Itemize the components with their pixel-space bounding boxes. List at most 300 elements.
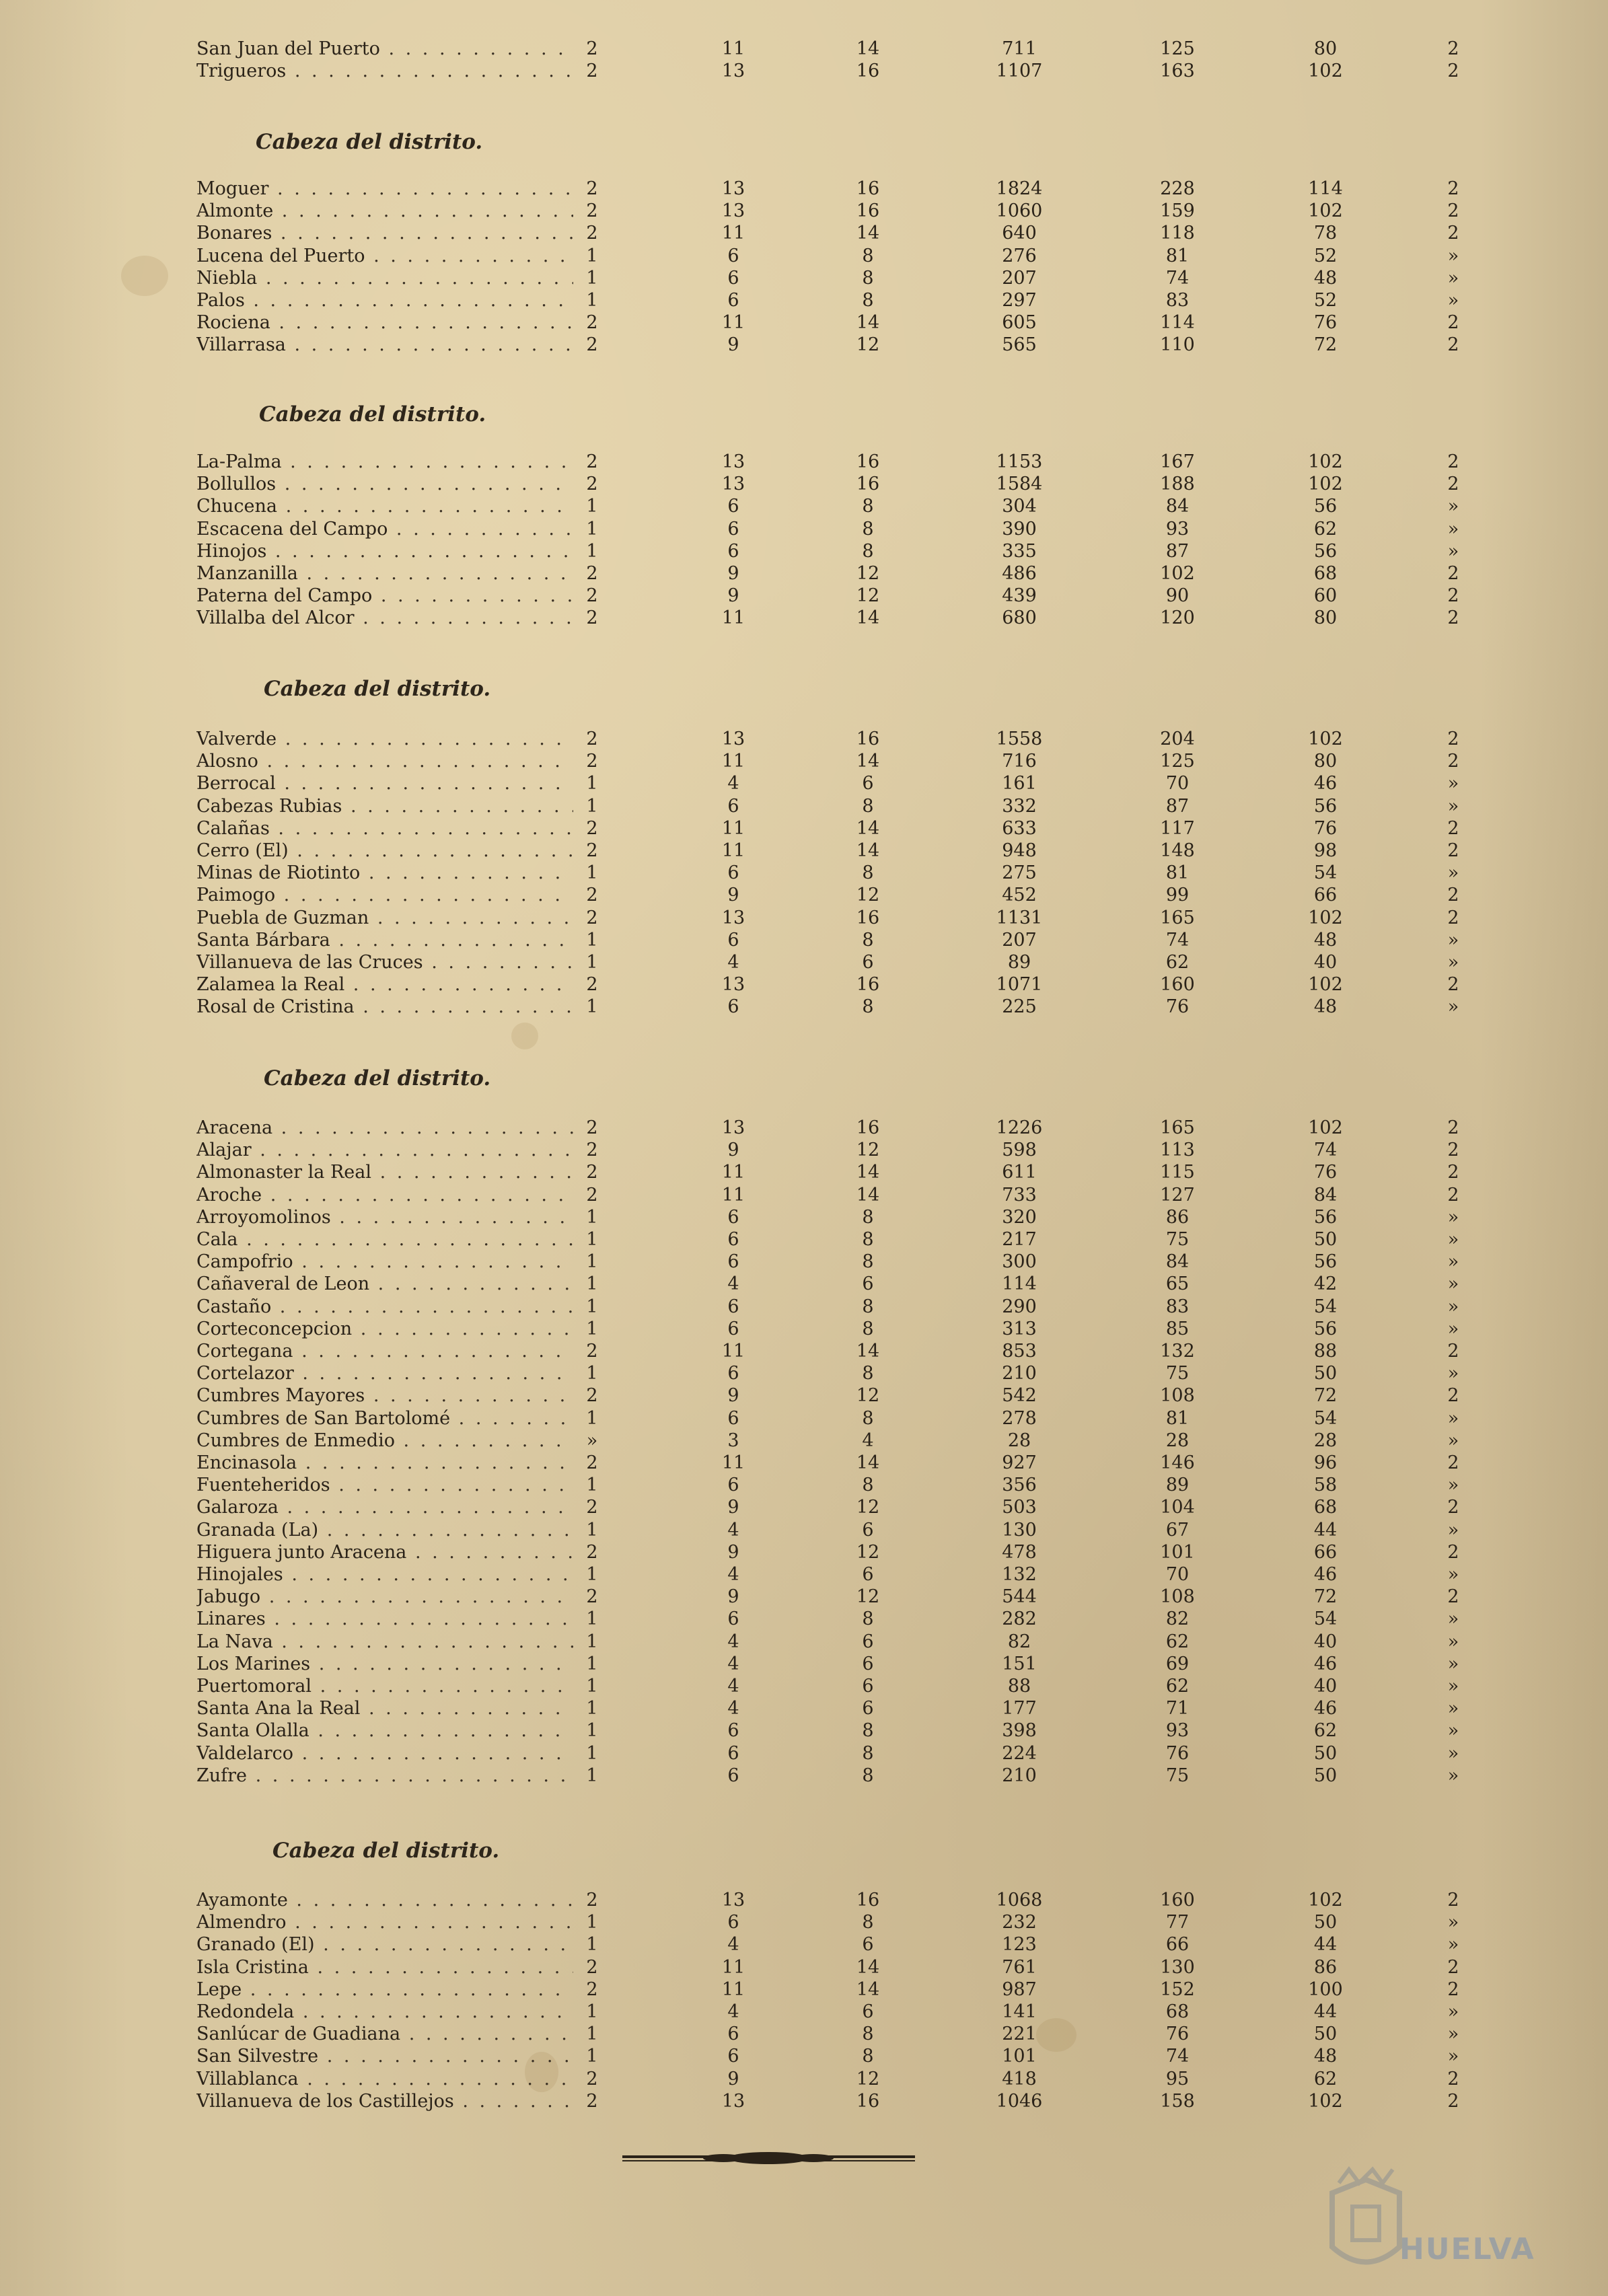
col-2-value: 4 xyxy=(727,952,739,973)
col-4-value: 141 xyxy=(1002,2001,1037,2022)
town-name: Los Marines . . . xyxy=(196,1653,573,1675)
town-name: Rociena . . . xyxy=(196,311,573,334)
town-name: Valdelarco . . . xyxy=(196,1742,573,1765)
district-heading: Cabeza del distrito. xyxy=(259,402,486,427)
col-3-value: 6 xyxy=(862,1698,874,1719)
col-2-value: 11 xyxy=(721,223,745,244)
col-4-value: 1153 xyxy=(996,451,1043,472)
col-5-value: 68 xyxy=(1165,2001,1190,2022)
col-3-value: 8 xyxy=(862,518,874,540)
col-4-value: 1068 xyxy=(996,1890,1043,1911)
col-5-value: 81 xyxy=(1165,862,1190,884)
col-5-value: 163 xyxy=(1160,61,1195,82)
col-7-value: 2 xyxy=(1447,751,1459,772)
col-3-value: 6 xyxy=(862,1273,874,1295)
col-6-value: 48 xyxy=(1313,2046,1338,2067)
col-2-value: 6 xyxy=(727,1251,739,1273)
col-4-value: 161 xyxy=(1002,773,1037,794)
paper-stain xyxy=(511,1023,538,1049)
table-row xyxy=(0,1675,1608,1697)
town-name: Almonte . . . xyxy=(196,200,573,222)
col-3-value: 16 xyxy=(856,1117,880,1138)
col-6-value: 76 xyxy=(1313,1162,1338,1183)
table-row xyxy=(0,495,1608,517)
col-4-value: 711 xyxy=(1002,38,1037,59)
col-2-value: 6 xyxy=(727,2046,739,2067)
table-row xyxy=(0,1653,1608,1675)
col-3-value: 8 xyxy=(862,1407,874,1429)
town-name: Bonares . . . xyxy=(196,222,573,244)
col-7-value: » xyxy=(1447,952,1459,973)
col-4-value: 114 xyxy=(1002,1273,1037,1295)
col-4-value: 335 xyxy=(1002,540,1037,562)
col-6-value: 72 xyxy=(1313,1385,1338,1407)
col-5-value: 62 xyxy=(1165,952,1190,973)
col-1-value: 2 xyxy=(586,61,598,82)
col-4-value: 478 xyxy=(1002,1541,1037,1563)
col-1-value: 1 xyxy=(586,290,598,311)
col-5-value: 67 xyxy=(1165,1519,1190,1541)
col-6-value: 80 xyxy=(1313,607,1338,629)
col-3-value: 8 xyxy=(862,1720,874,1742)
col-2-value: 4 xyxy=(727,1519,739,1541)
col-4-value: 1046 xyxy=(996,2090,1043,2112)
col-7-value: 2 xyxy=(1447,38,1459,59)
col-2-value: 11 xyxy=(721,840,745,861)
col-5-value: 62 xyxy=(1165,1631,1190,1652)
col-6-value: 40 xyxy=(1313,1676,1338,1697)
col-3-value: 4 xyxy=(862,1430,874,1451)
table-row xyxy=(0,907,1608,929)
col-1-value: 1 xyxy=(586,952,598,973)
col-6-value: 44 xyxy=(1313,1519,1338,1541)
col-6-value: 62 xyxy=(1313,1720,1338,1742)
col-5-value: 71 xyxy=(1165,1698,1190,1719)
col-4-value: 1071 xyxy=(996,974,1043,996)
col-5-value: 81 xyxy=(1165,1407,1190,1429)
col-1-value: 2 xyxy=(586,312,598,334)
table-row xyxy=(0,1933,1608,1956)
table-row xyxy=(0,2068,1608,2090)
town-name: Almendro . . . xyxy=(196,1911,573,1933)
col-4-value: 503 xyxy=(1002,1497,1037,1518)
col-5-value: 99 xyxy=(1165,885,1190,906)
col-3-value: 12 xyxy=(856,1140,880,1161)
col-2-value: 4 xyxy=(727,1676,739,1697)
col-4-value: 948 xyxy=(1002,840,1037,861)
col-1-value: 1 xyxy=(586,1296,598,1317)
col-1-value: 2 xyxy=(586,451,598,472)
col-7-value: 2 xyxy=(1447,1452,1459,1473)
col-2-value: 6 xyxy=(727,245,739,266)
town-name: Santa Bárbara . . . xyxy=(196,929,573,951)
col-5-value: 104 xyxy=(1160,1497,1195,1518)
col-6-value: 102 xyxy=(1308,1117,1343,1138)
col-7-value: 2 xyxy=(1447,1341,1459,1362)
col-1-value: 1 xyxy=(586,1318,598,1339)
col-3-value: 16 xyxy=(856,451,880,472)
col-7-value: » xyxy=(1447,2001,1459,2022)
table-row xyxy=(0,1889,1608,1911)
col-3-value: 6 xyxy=(862,773,874,794)
table-row xyxy=(0,200,1608,222)
town-name: La Nava . . . xyxy=(196,1631,573,1653)
col-1-value: 1 xyxy=(586,1608,598,1630)
table-row xyxy=(0,2001,1608,2023)
col-4-value: 290 xyxy=(1002,1296,1037,1317)
col-7-value: » xyxy=(1447,496,1459,517)
col-3-value: 8 xyxy=(862,290,874,311)
col-2-value: 9 xyxy=(727,585,739,607)
town-name: Corteconcepcion . . . xyxy=(196,1318,573,1340)
col-7-value: » xyxy=(1447,1676,1459,1697)
col-4-value: 565 xyxy=(1002,334,1037,356)
col-1-value: 1 xyxy=(586,496,598,517)
col-1-value: 2 xyxy=(586,1890,598,1911)
town-name: Arroyomolinos . . . xyxy=(196,1206,573,1228)
col-6-value: 28 xyxy=(1313,1430,1338,1451)
col-1-value: 1 xyxy=(586,540,598,562)
table-row xyxy=(0,38,1608,60)
col-6-value: 56 xyxy=(1313,496,1338,517)
col-7-value: 2 xyxy=(1447,585,1459,607)
col-7-value: » xyxy=(1447,1720,1459,1742)
col-1-value: 1 xyxy=(586,1564,598,1585)
col-2-value: 13 xyxy=(721,61,745,82)
col-4-value: 304 xyxy=(1002,496,1037,517)
table-row xyxy=(0,1586,1608,1608)
col-3-value: 8 xyxy=(862,1363,874,1384)
table-row xyxy=(0,267,1608,289)
col-6-value: 98 xyxy=(1313,840,1338,861)
col-3-value: 12 xyxy=(856,585,880,607)
col-2-value: 9 xyxy=(727,1586,739,1608)
table-row xyxy=(0,1719,1608,1742)
col-7-value: » xyxy=(1447,1912,1459,1933)
table-row xyxy=(0,1161,1608,1183)
town-name: Sanlúcar de Guadiana . . . xyxy=(196,2023,573,2045)
col-4-value: 418 xyxy=(1002,2068,1037,2089)
col-5-value: 85 xyxy=(1165,1318,1190,1339)
table-row xyxy=(0,1911,1608,1933)
col-3-value: 14 xyxy=(856,607,880,629)
col-5-value: 102 xyxy=(1160,563,1195,584)
col-5-value: 113 xyxy=(1160,1140,1195,1161)
town-name: Almonaster la Real . . . xyxy=(196,1161,573,1183)
table-row xyxy=(0,1956,1608,1978)
table-row xyxy=(0,996,1608,1018)
col-1-value: 2 xyxy=(586,974,598,996)
town-name: Niebla . . . xyxy=(196,267,573,289)
col-7-value: 2 xyxy=(1447,907,1459,928)
col-3-value: 14 xyxy=(856,817,880,839)
col-6-value: 44 xyxy=(1313,1934,1338,1956)
col-3-value: 8 xyxy=(862,540,874,562)
col-3-value: 6 xyxy=(862,1631,874,1652)
col-1-value: 1 xyxy=(586,773,598,794)
col-2-value: 6 xyxy=(727,1608,739,1630)
town-name: Bollullos . . . xyxy=(196,473,573,495)
col-7-value: » xyxy=(1447,1765,1459,1786)
table-row xyxy=(0,1978,1608,2001)
col-6-value: 50 xyxy=(1313,2024,1338,2045)
col-4-value: 207 xyxy=(1002,267,1037,289)
col-6-value: 88 xyxy=(1313,1341,1338,1362)
col-4-value: 1107 xyxy=(996,61,1043,82)
col-4-value: 356 xyxy=(1002,1475,1037,1496)
col-4-value: 680 xyxy=(1002,607,1037,629)
col-3-value: 12 xyxy=(856,2068,880,2089)
col-2-value: 11 xyxy=(721,1978,745,2000)
col-4-value: 605 xyxy=(1002,312,1037,334)
col-4-value: 210 xyxy=(1002,1765,1037,1786)
col-4-value: 82 xyxy=(1007,1631,1031,1652)
col-6-value: 68 xyxy=(1313,563,1338,584)
col-3-value: 8 xyxy=(862,2024,874,2045)
col-5-value: 148 xyxy=(1160,840,1195,861)
col-3-value: 14 xyxy=(856,38,880,59)
col-5-value: 127 xyxy=(1160,1184,1195,1206)
col-3-value: 8 xyxy=(862,1608,874,1630)
col-6-value: 96 xyxy=(1313,1452,1338,1473)
col-6-value: 50 xyxy=(1313,1229,1338,1250)
col-3-value: 16 xyxy=(856,907,880,928)
col-5-value: 120 xyxy=(1160,607,1195,629)
col-1-value: 2 xyxy=(586,885,598,906)
col-7-value: 2 xyxy=(1447,2090,1459,2112)
col-5-value: 159 xyxy=(1160,200,1195,222)
town-name: Alajar . . . xyxy=(196,1139,573,1161)
col-6-value: 56 xyxy=(1313,1318,1338,1339)
col-5-value: 75 xyxy=(1165,1229,1190,1250)
col-3-value: 14 xyxy=(856,1978,880,2000)
town-name: Aroche . . . xyxy=(196,1184,573,1206)
col-3-value: 8 xyxy=(862,496,874,517)
town-name: Jabugo . . . xyxy=(196,1586,573,1608)
col-6-value: 66 xyxy=(1313,1541,1338,1563)
col-1-value: 2 xyxy=(586,1341,598,1362)
col-5-value: 158 xyxy=(1160,2090,1195,2112)
col-5-value: 81 xyxy=(1165,245,1190,266)
col-5-value: 70 xyxy=(1165,773,1190,794)
col-1-value: 1 xyxy=(586,1206,598,1228)
col-6-value: 76 xyxy=(1313,312,1338,334)
col-4-value: 221 xyxy=(1002,2024,1037,2045)
col-5-value: 89 xyxy=(1165,1475,1190,1496)
col-5-value: 115 xyxy=(1160,1162,1195,1183)
col-2-value: 6 xyxy=(727,1318,739,1339)
col-1-value: 1 xyxy=(586,1765,598,1786)
col-6-value: 42 xyxy=(1313,1273,1338,1295)
col-6-value: 54 xyxy=(1313,1296,1338,1317)
col-4-value: 987 xyxy=(1002,1978,1037,2000)
col-1-value: 2 xyxy=(586,2090,598,2112)
col-7-value: » xyxy=(1447,1631,1459,1652)
col-2-value: 11 xyxy=(721,1341,745,1362)
col-1-value: 2 xyxy=(586,1117,598,1138)
col-1-value: 2 xyxy=(586,1541,598,1563)
col-7-value: 2 xyxy=(1447,817,1459,839)
col-4-value: 1558 xyxy=(996,729,1043,749)
col-5-value: 125 xyxy=(1160,751,1195,772)
col-3-value: 8 xyxy=(862,245,874,266)
col-2-value: 6 xyxy=(727,1206,739,1228)
table-row xyxy=(0,607,1608,629)
col-7-value: 2 xyxy=(1447,1117,1459,1138)
col-3-value: 14 xyxy=(856,312,880,334)
col-5-value: 86 xyxy=(1165,1206,1190,1228)
town-name: Granado (El) . . . xyxy=(196,1933,573,1956)
col-4-value: 101 xyxy=(1002,2046,1037,2067)
col-4-value: 88 xyxy=(1007,1676,1031,1697)
col-6-value: 50 xyxy=(1313,1912,1338,1933)
col-7-value: » xyxy=(1447,1653,1459,1674)
col-5-value: 188 xyxy=(1160,474,1195,495)
table-row xyxy=(0,1206,1608,1228)
col-5-value: 114 xyxy=(1160,312,1195,334)
col-6-value: 56 xyxy=(1313,795,1338,817)
col-7-value: » xyxy=(1447,862,1459,884)
town-name: Zalamea la Real . . . xyxy=(196,973,573,996)
col-6-value: 102 xyxy=(1308,2090,1343,2112)
col-2-value: 3 xyxy=(727,1430,739,1451)
col-7-value: » xyxy=(1447,773,1459,794)
col-3-value: 16 xyxy=(856,61,880,82)
col-2-value: 11 xyxy=(721,1956,745,1978)
col-1-value: 1 xyxy=(586,2024,598,2045)
col-1-value: 1 xyxy=(586,1407,598,1429)
town-name: Villarrasa . . . xyxy=(196,334,573,356)
col-3-value: 12 xyxy=(856,1385,880,1407)
col-3-value: 16 xyxy=(856,1890,880,1911)
col-2-value: 13 xyxy=(721,907,745,928)
table-row xyxy=(0,840,1608,862)
col-2-value: 4 xyxy=(727,1698,739,1719)
table-row xyxy=(0,1340,1608,1362)
town-name: Lucena del Puerto . . . xyxy=(196,245,573,267)
table-row xyxy=(0,585,1608,607)
col-2-value: 9 xyxy=(727,1541,739,1563)
col-5-value: 160 xyxy=(1160,974,1195,996)
col-2-value: 11 xyxy=(721,1184,745,1206)
col-4-value: 1584 xyxy=(996,474,1043,495)
col-3-value: 16 xyxy=(856,2090,880,2112)
table-row xyxy=(0,60,1608,82)
col-4-value: 225 xyxy=(1002,996,1037,1018)
col-5-value: 93 xyxy=(1165,1720,1190,1742)
town-name: Palos . . . xyxy=(196,289,573,311)
town-name: Calañas . . . xyxy=(196,817,573,840)
col-4-value: 611 xyxy=(1002,1162,1037,1183)
col-7-value: 2 xyxy=(1447,1385,1459,1407)
town-name: Hinojales . . . xyxy=(196,1563,573,1586)
col-1-value: 1 xyxy=(586,1273,598,1295)
table-row xyxy=(0,772,1608,794)
col-6-value: 58 xyxy=(1313,1475,1338,1496)
col-1-value: 2 xyxy=(586,840,598,861)
col-7-value: » xyxy=(1447,1519,1459,1541)
col-2-value: 6 xyxy=(727,1742,739,1764)
col-2-value: 6 xyxy=(727,290,739,311)
col-1-value: 1 xyxy=(586,862,598,884)
col-6-value: 56 xyxy=(1313,540,1338,562)
col-4-value: 151 xyxy=(1002,1653,1037,1674)
col-1-value: 1 xyxy=(586,1251,598,1273)
col-2-value: 6 xyxy=(727,795,739,817)
town-name: San Juan del Puerto . . . xyxy=(196,38,573,60)
col-3-value: 8 xyxy=(862,1229,874,1250)
col-2-value: 11 xyxy=(721,312,745,334)
col-3-value: 8 xyxy=(862,2046,874,2067)
col-2-value: 6 xyxy=(727,1407,739,1429)
col-3-value: 14 xyxy=(856,223,880,244)
col-6-value: 84 xyxy=(1313,1184,1338,1206)
col-7-value: 2 xyxy=(1447,451,1459,472)
col-4-value: 300 xyxy=(1002,1251,1037,1273)
col-7-value: 2 xyxy=(1447,312,1459,334)
col-5-value: 108 xyxy=(1160,1385,1195,1407)
col-4-value: 761 xyxy=(1002,1956,1037,1978)
col-3-value: 14 xyxy=(856,840,880,861)
col-4-value: 123 xyxy=(1002,1934,1037,1956)
table-row xyxy=(0,1362,1608,1384)
town-name: Fuenteheridos . . . xyxy=(196,1474,573,1496)
col-6-value: 102 xyxy=(1308,451,1343,472)
col-5-value: 130 xyxy=(1160,1956,1195,1978)
col-2-value: 11 xyxy=(721,1452,745,1473)
col-5-value: 28 xyxy=(1165,1430,1190,1451)
col-4-value: 398 xyxy=(1002,1720,1037,1742)
table-row xyxy=(0,289,1608,311)
col-1-value: 2 xyxy=(586,474,598,495)
town-name: Redondela . . . xyxy=(196,2001,573,2023)
col-1-value: 2 xyxy=(586,585,598,607)
col-4-value: 633 xyxy=(1002,817,1037,839)
col-7-value: » xyxy=(1447,1934,1459,1956)
table-row xyxy=(0,1608,1608,1630)
town-name: Villalba del Alcor . . . xyxy=(196,607,573,629)
table-row xyxy=(0,1519,1608,1541)
col-3-value: 6 xyxy=(862,1934,874,1956)
col-7-value: » xyxy=(1447,1407,1459,1429)
col-3-value: 12 xyxy=(856,1541,880,1563)
town-name: Moguer . . . xyxy=(196,178,573,200)
table-row xyxy=(0,862,1608,884)
col-7-value: » xyxy=(1447,1608,1459,1630)
col-3-value: 8 xyxy=(862,1296,874,1317)
col-2-value: 6 xyxy=(727,996,739,1018)
col-6-value: 62 xyxy=(1313,518,1338,540)
col-1-value: 1 xyxy=(586,996,598,1018)
col-2-value: 11 xyxy=(721,751,745,772)
town-name: Cortegana . . . xyxy=(196,1340,573,1362)
col-7-value: 2 xyxy=(1447,1162,1459,1183)
col-5-value: 87 xyxy=(1165,795,1190,817)
col-1-value: 2 xyxy=(586,1162,598,1183)
col-2-value: 6 xyxy=(727,1229,739,1250)
col-4-value: 276 xyxy=(1002,245,1037,266)
town-name: Castaño . . . xyxy=(196,1296,573,1318)
col-4-value: 598 xyxy=(1002,1140,1037,1161)
ornament-rule xyxy=(622,2151,915,2165)
district-heading: Cabeza del distrito. xyxy=(264,677,491,701)
col-3-value: 14 xyxy=(856,751,880,772)
table-row xyxy=(0,1474,1608,1496)
col-4-value: 1824 xyxy=(996,178,1043,199)
col-1-value: 1 xyxy=(586,1653,598,1674)
col-1-value: 2 xyxy=(586,607,598,629)
town-name: Hinojos . . . xyxy=(196,540,573,562)
